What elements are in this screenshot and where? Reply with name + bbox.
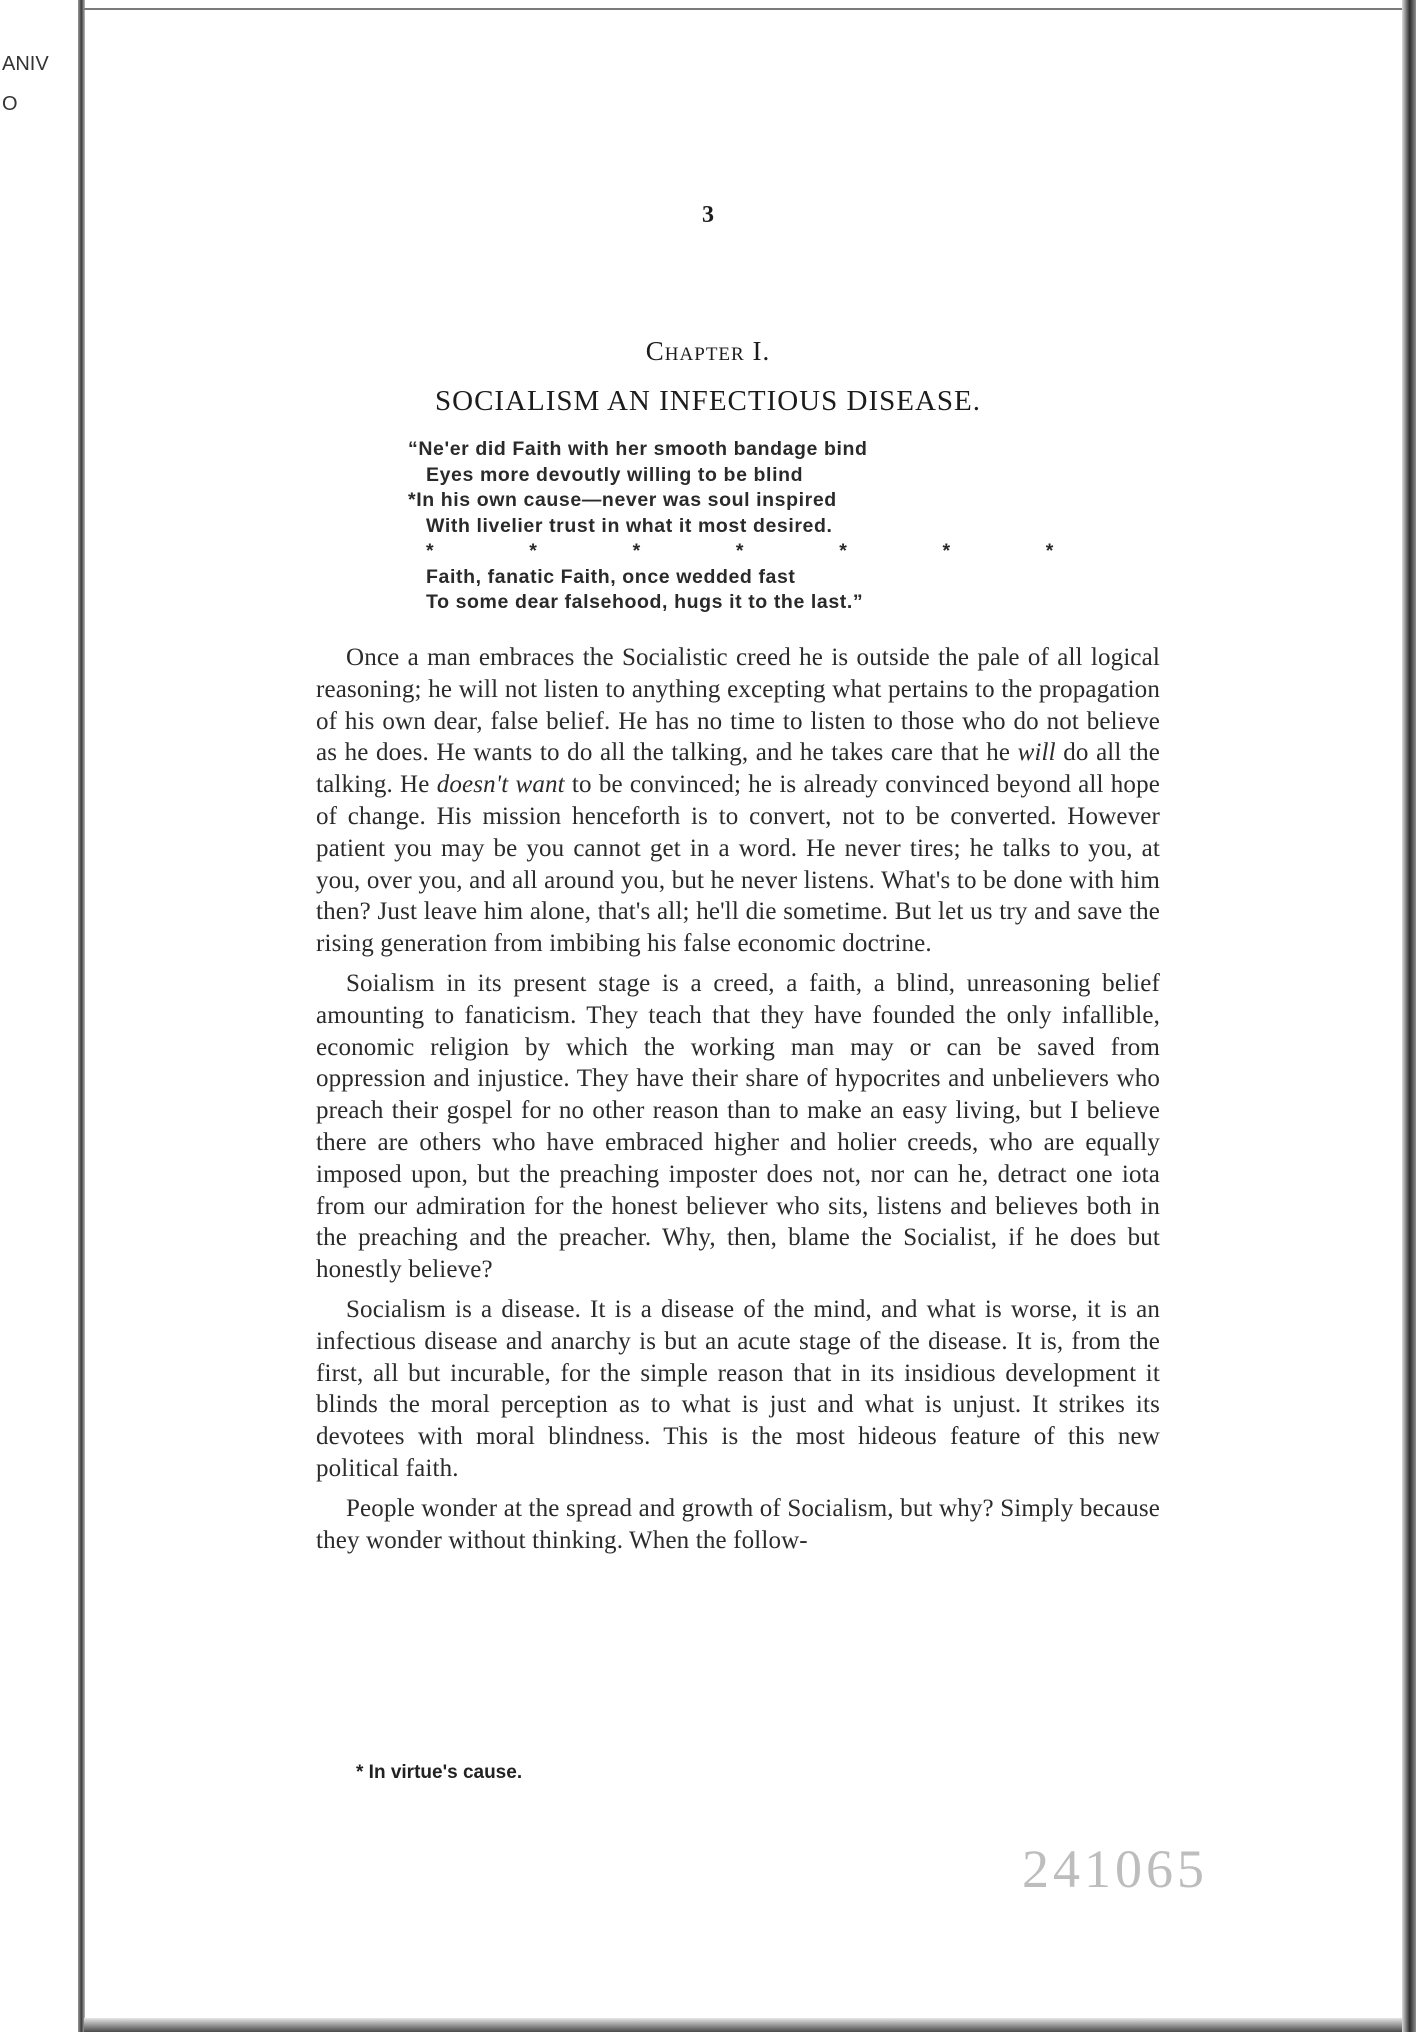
star: * (529, 540, 538, 562)
chapter-label: Chapter I. (645, 336, 771, 366)
star: * (942, 540, 951, 562)
epigraph-line: *In his own cause—never was soul inspired (408, 489, 837, 511)
body-text (316, 642, 1160, 1564)
page-right-edge (1402, 0, 1416, 2032)
paragraph-text: Soialism in its present stage is a creed, a faith, a blind, unreasoning belief amounting to fanaticism. They teach that they have founded the only infallible, economic religion by which the working man may or can be saved from oppression and injustice. They have their share of hypocrites and unbelievers who preach their gospel for no other reason than to make an easy living, but I believe there are others who have embraced higher and holier creeds, who are equally imposed upon, but the preaching imposter does not, nor can he, detract one iota from our admiration for the honest believer who sits, listens and believes both in the preaching and the preacher. Why, then, blame the Socialist, if he does but honestly believe? (316, 969, 1160, 1284)
italic-text: will (1017, 739, 1056, 767)
star: * (426, 540, 435, 562)
star: * (839, 540, 848, 562)
margin-note-line: ANIV (2, 53, 49, 75)
paragraph (316, 642, 1160, 960)
paragraph-text: to be convinced; he is already convinced beyond all hope of change. His mission henceforth is to convert, not to be converted. However patient you may be you cannot get in a word. He never tires; he talks to you, at you, over you, and all around you, but he never listens. What's to be done with him then? Just leave him alone, that's all; he'll die sometime. But let us try and save the rising generation from imbibing his false economic doctrine. (316, 771, 1160, 958)
epigraph-line: “Ne'er did Faith with her smooth bandage bind (408, 438, 868, 460)
margin-note-line: O (2, 93, 18, 115)
epigraph (408, 437, 1068, 616)
accession-number-stamp: 241065 (1022, 1839, 1208, 1899)
epigraph-ellipsis-stars (408, 539, 1054, 565)
page-left-edge (78, 0, 85, 2032)
paragraph-text: People wonder at the spread and growth of Socialism, but why? Simply because they wonder without thinking. When the follow- (316, 1494, 1160, 1554)
epigraph-line: Eyes more devoutly willing to be blind (426, 463, 804, 486)
page-top-edge (84, 8, 1402, 10)
page-number: 3 (702, 202, 714, 228)
paragraph (316, 1294, 1160, 1485)
star: * (735, 540, 745, 562)
epigraph-line: Faith, fanatic Faith, once wedded fast (426, 565, 796, 588)
paragraph-text: Once a man embraces the Socialistic creed he is outside the pale of all logical reasoning; he will not listen to anything excepting what pertains to the propagation of his own dear, false belief. He has no time to listen to those who do not believe as he does. He wants to do all the talking, and he takes care that he (316, 644, 1160, 767)
star: * (1045, 540, 1054, 562)
footnote: * In virtue's cause. (356, 1762, 523, 1783)
page-bottom-edge (84, 2018, 1402, 2032)
margin-handwriting (2, 44, 76, 124)
paragraph-text: do all the talking. He (316, 739, 1161, 799)
chapter-title: SOCIALISM AN INFECTIOUS DISEASE. (435, 385, 981, 417)
epigraph-line: To some dear falsehood, hugs it to the last.” (426, 591, 864, 613)
left-margin-strip (0, 0, 84, 2032)
paragraph (316, 1493, 1160, 1557)
star: * (632, 540, 641, 562)
epigraph-line: With livelier trust in what it most desired. (426, 514, 833, 537)
paragraph-text: Socialism is a disease. It is a disease of the mind, and what is worse, it is an infectious disease and anarchy is but an acute stage of the disease. It is, from the first, all but incurable, for the simple reason that in its insidious development it blinds the moral perception as to what is just and what is unjust. It strikes its devotees with moral blindness. This is the most hideous feature of this new political faith. (316, 1295, 1160, 1482)
paragraph (316, 968, 1160, 1286)
italic-text: doesn't want (436, 771, 565, 799)
